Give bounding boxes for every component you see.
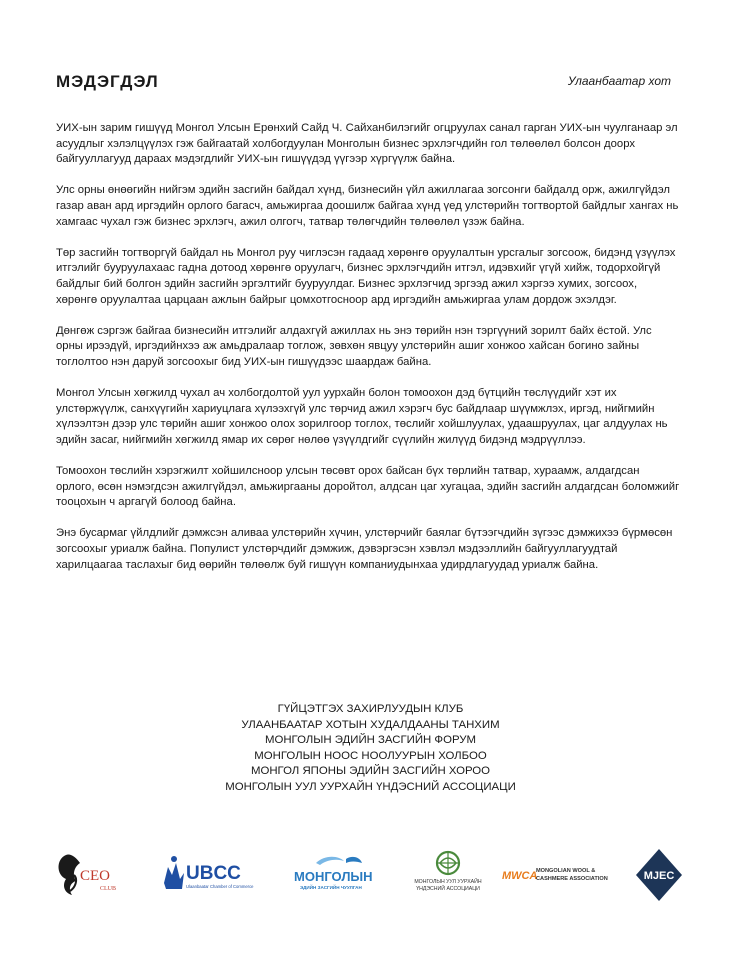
signatory: МОНГОЛЫН ЭДИЙН ЗАСГИЙН ФОРУМ xyxy=(264,734,477,747)
forum-sub: ЭДИЙН ЗАСГИЙН ЧУУЛГАН xyxy=(300,885,362,890)
mjec-logo xyxy=(632,845,686,905)
signatory: ГҮЙЦЭТГЭХ ЗАХИРЛУУДЫН КЛУБ xyxy=(277,703,464,715)
ubcc-sub: Ulaanbaatar Chamber of Commerce xyxy=(186,884,254,889)
signatory: МОНГОЛ ЯПОНЫ ЭДИЙН ЗАСГИЙН ХОРОО xyxy=(250,765,491,778)
ceo-club-logo xyxy=(52,845,130,905)
paragraph: УИХ-ын зарим гишүүд Монгол Улсын Ерөнхий Сайд Ч. Сайханбилэгийг огцруулах санал гарган УИХ-ын чуулганаар эл асуудлыг хэлэлцүүлэх гэж байгаатай холбогдуулан Монголын бизнес эрхлэгчдийн гол төлөөлөл болсон доорх байгууллагууд дараах мэдэгдлийг УИХ-ын гишүүдэд үүгээр хүргүүлж байна. xyxy=(56,122,678,166)
mining-line1: МОНГОЛЫН УУЛ УУРХАЙН xyxy=(414,879,482,885)
logo-strip xyxy=(48,845,698,905)
wool-cashmere-logo xyxy=(500,845,612,905)
paragraph: Томоохон төслийн хэрэгжилт хойшилсноор улсын төсөвт орох байсан бүх төрлийн татвар, хураамж, алдагдсан орлого, өсөн нэмэгдсэн ажилгүйдэл, амьжиргааны доройтол, алдсан цаг хугацаа, эдийн засгийн алдагдсан боломжийг тооцохын ч аргагүй болоод байна. xyxy=(56,465,680,509)
document-title: МЭДЭГДЭЛ xyxy=(56,72,159,91)
location-text: Улаанбаатар хот xyxy=(567,74,671,88)
statement-body xyxy=(56,121,680,589)
signatory-list xyxy=(0,702,741,796)
mining-line2: ҮНДЭСНИЙ АССОЦИАЦИ xyxy=(416,886,480,892)
paragraph: Төр засгийн тогтворгүй байдал нь Монгол руу чиглэсэн гадаад хөрөнгө оруулалтын урсгалыг зогсоож, бидэнд үзүүлэх итгэлийг бууруулахаас гадна дотоод хөрөнгө оруулагч, бизнес эрхлэгчдийн итгэл, идэвхийг үгүй хийж, тодорхойгүй байдлыг бий болгон эдийн засгийн эргэлтийг бууруулдаг. Бизнес эрхлэгчид эргээд ажил хэргээ хумих, зогсоох, хөрөнгө оруулалтаа царцаан ажлын байрыг цомхотгосноор ард иргэдийн амьжиргаа улам дордож эхэлдэг. xyxy=(56,246,676,306)
mining-emblem-icon xyxy=(400,845,496,905)
mjec-word: MJEC xyxy=(643,870,675,882)
paragraph: Дөнгөж сэргэж байгаа бизнесийн итгэлийг алдахгүй ажиллах нь энэ төрийн нэн тэргүүний зорилт байх ёстой. Улс орны ирээдүй, иргэдийнхээ аж амьдралаар тоглож, зөвхөн явцуу улстөрийн ашиг хонжоо хайсан богино зайны тоглолтоо нэн даруй зогсоохыг бид УИХ-ын гишүүдээс шаардаж байна. xyxy=(56,324,652,368)
signatory: МОНГОЛЫН УУЛ УУРХАЙН ҮНДЭСНИЙ АССОЦИАЦИ xyxy=(225,780,516,793)
ceo-sub: CLUB xyxy=(100,886,117,892)
wool-mark: MWCA xyxy=(502,870,538,882)
ceo-word: CEO xyxy=(80,868,110,884)
forum-emblem-icon xyxy=(286,845,386,905)
ubcc-emblem-icon xyxy=(158,845,258,905)
wool-line2: CASHMERE ASSOCIATION xyxy=(536,876,608,882)
mongolian-economic-forum-logo xyxy=(286,845,386,905)
ubcc-word: UBCC xyxy=(186,863,241,884)
signatory: МОНГОЛЫН НООС НООЛУУРЫН ХОЛБОО xyxy=(254,749,487,762)
paragraph: Монгол Улсын хөгжилд чухал ач холбогдолтой уул уурхайн болон томоохон дэд бүтцийн төслүүдийг хэт их улстөржүүлж, санхүүгийн хариуцлага хүлээхгүй улс төрчид ажил хэрэгч бус байдлаар шүүмжлэх, иргэд, нийгмийн хүлээлтэн дээр улс төрийн ашиг хонжоо олох зорилгоор тоглох, төслийг хойшлуулах, удаашруулах, цаг алдуулах нь эдийн засаг, нийгмийн хөгжилд ямар их сөрөг нөлөө үзүүлдгийг сүүлийн жилүүд бидэнд мэдрүүллээ. xyxy=(56,387,668,446)
ceo-club-emblem-icon xyxy=(52,845,130,905)
signatory: УЛААНБААТАР ХОТЫН ХУДАЛДААНЫ ТАНХИМ xyxy=(241,718,500,731)
mjec-emblem-icon xyxy=(632,845,686,905)
ubcc-logo xyxy=(158,845,258,905)
paragraph: Улс орны өнөөгийн нийгэм эдийн засгийн байдал хүнд, бизнесийн үйл ажиллагаа зогсонги байдалд орж, ажилгүйдэл газар аван ард иргэдийн орлого багасч, амьжиргаа доошилж байгаа хүнд үед улстөрийн тогтвортой байдлыг хангах нь хамгаас чухал гэж бизнес эрхлэгч, ажил олгогч, татвар төлөгчдийн төлөөлөл үзэж байна. xyxy=(56,184,679,228)
wool-line1: MONGOLIAN WOOL & xyxy=(536,868,596,874)
mining-association-logo xyxy=(400,845,496,905)
forum-word: МОНГОЛЫН xyxy=(294,869,373,884)
paragraph: Энэ бусармаг үйлдлийг дэмжсэн аливаа улстөрийн хүчин, улстөрчийг баялаг бүтээгчдийн зүгээс дэмжихээ бүрмөсөн зогсоохыг уриалж байна. Популист улстөрчдийг дэмжиж, дэвэргэсэн хэвлэл мэдээллийн байгууллагуудтай харилцаагаа таслахыг бид өөрийн төлөөлж буй гишүүн компаниудынхаа удирдлагуудад уриалж байна. xyxy=(56,527,673,571)
wool-cashmere-emblem-icon xyxy=(500,845,612,905)
